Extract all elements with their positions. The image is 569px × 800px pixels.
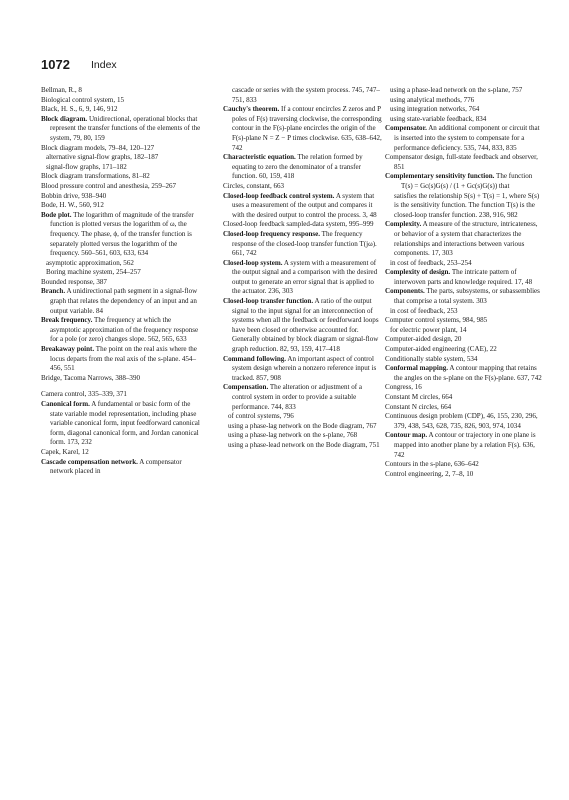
index-entry: Block diagram transformations, 81–82 [41,172,150,181]
index-subentry: alternative signal-flow graphs, 182–187 [46,153,159,162]
index-subentry: using a phase-lag network on the Bode diagram, 767 [228,421,377,430]
index-definition: The parts, subsystems, or subassemblies that comprise a total system. 303 [394,287,540,306]
index-entry: Computer control systems, 984, 985 [385,316,488,325]
index-term: Branch. [41,287,66,296]
index-entry: Capek, Karel, 12 [41,447,89,456]
entry-gap [41,383,201,390]
index-entry-defined [41,458,201,477]
index-term: Complexity of design. [385,268,451,277]
index-entry-defined [41,115,201,144]
index-subentry: Boring machine system, 254–257 [46,268,141,277]
index-subentry: in cost of feedback, 253 [390,306,458,315]
index-column-3 [385,86,545,479]
index-entry: Conditionally stable system, 534 [385,354,478,363]
index-term: Characteristic equation. [223,153,296,162]
index-entry: Biological control system, 15 [41,95,124,104]
running-head: Index [91,59,117,71]
index-term: Block diagram. [41,114,88,123]
formula: T(s) = Gc(s)G(s) / (1 + Gc(s)G(s)) that [401,181,510,190]
index-subentry: asymptotic approximation, 562 [46,258,134,267]
index-definition: The intricate pattern of interwoven parts and knowledge required. 17, 48 [394,268,533,286]
index-definition: The frequency response of the closed-loop transfer function T(jω). 661, 742 [232,229,377,258]
index-entry-defined [223,192,383,221]
index-entry: Compensator design, full-state feedback and observer, 851 [385,153,538,171]
index-term: Closed-loop transfer function. [223,297,314,306]
index-term: Complementary sensitivity function. [385,172,495,181]
index-entry-defined [41,345,201,374]
index-entry: Computer-aided design, 20 [385,335,462,344]
index-definition: An important aspect of control system design wherein a nonzero reference input is tracked. 857, 908 [232,354,377,382]
index-definition: The function [494,172,533,181]
index-entry-defined [223,355,383,384]
index-entry: Computer-aided engineering (CAE), 22 [385,345,497,354]
index-definition: The relation formed by equating to zero the denominator of a transfer function. 60, 159, 418 [232,153,363,181]
index-column-1 [41,86,201,477]
index-entry-defined [223,259,383,297]
index-subentry: using analytical methods, 776 [390,95,475,104]
index-subentry: using a phase-lead network on the Bode diagram, 751 [228,440,380,449]
index-definition: The logarithm of magnitude of the transfer function is plotted versus the logarithm of ω, the frequency. The phase, ϕ, of the transfer function is separately plotted versus the logarithm of the frequency. 560–561, 603, 633, 634 [50,210,194,258]
index-entry-defined [41,211,201,259]
index-entry-defined [41,287,201,316]
index-definition: A fundamental or basic form of the state variable model representation, including phase variable canonical form, input feedforward canonical form, diagonal canonical form, and Jordan canonical form. 173, 232 [50,400,200,447]
index-entry: Bellman, R., 8 [41,86,82,94]
index-definition: The point on the real axis where the locus departs from the real axis of the s-plane. 454–456, 551 [50,345,197,373]
index-entry-defined [223,105,383,153]
index-term: Bode plot. [41,210,72,219]
index-term: Complexity. [385,220,422,229]
index-subentry: using state-variable feedback, 834 [390,114,487,123]
index-entry: Bobbin drive, 938–940 [41,191,107,200]
index-entry-defined [41,400,201,448]
index-definition: Unidirectional, operational blocks that represent the transfer functions of the elements of the system, 79, 80, 159 [50,114,201,142]
index-entry-defined [41,316,201,345]
index-entry: Circles, constant, 663 [223,181,285,190]
index-definition: A system that uses a measurement of the output and compares it with the desired output to control the process. 3, 48 [232,191,377,219]
index-term: Command following. [223,354,287,363]
index-definition: The alteration or adjustment of a control system in order to provide a suitable performance. 744, 833 [232,383,363,411]
index-entry-defined [385,268,545,287]
index-entry: Continuous design problem (CDP), 46, 155, 230, 296, 379, 438, 543, 628, 735, 826, 903, 974, 1034 [385,412,538,430]
page-header [41,57,541,73]
index-entry: Black, H. S., 6, 9, 146, 912 [41,105,118,114]
index-definition: An additional component or circuit that is inserted into the system to compensate for a performance deficiency. 535, 744, 833, 835 [394,124,540,152]
index-entry: Bridge, Tacoma Narrows, 388–390 [41,373,140,382]
index-term: Closed-loop frequency response. [223,229,321,238]
index-entry-defined [223,383,383,412]
index-definition: A system with a measurement of the output signal and a comparison with the desired output to generate an error signal that is applied to the actuator. 236, 303 [232,258,378,296]
index-term: Closed-loop feedback control system. [223,191,335,200]
index-definition: A compensator network placed in [50,457,182,476]
index-entry: Bode, H. W., 560, 912 [41,201,104,210]
index-entry: Contours in the s-plane, 636–642 [385,460,479,469]
index-term: Cascade compensation network. [41,457,138,466]
index-subentry: using a phase-lead network on the s-plane, 757 [390,86,523,94]
index-definition: A measure of the structure, intricateness, or behavior of a system that characterizes the relationships and interactions between various components. 17, 303 [394,220,538,258]
index-subentry: in cost of feedback, 253–254 [390,258,472,267]
index-entry-defined [385,364,545,383]
index-entry: Camera control, 335–339, 371 [41,390,127,399]
index-definition: A ratio of the output signal to the input signal for an interconnection of systems when all the feedback or feedforward loops have been closed or otherwise accounted for. Generally obtained by block diagram or signal-flow graph reduction. 82, 93, 159, 417–418 [232,297,379,354]
index-subentry: using integration networks, 764 [390,105,480,114]
index-entry: Constant M circles, 664 [385,393,453,401]
index-entry: satisfies the relationship S(s) + T(s) = 1, where S(s) is the sensitivity function. The function T(s) is the closed-loop transfer function. 238, 916, 982 [394,191,540,219]
index-entry-defined [385,124,545,153]
index-entry-defined [223,153,383,182]
index-entry: Bounded response, 387 [41,277,107,286]
index-term: Components. [385,287,425,296]
index-entry-defined [385,220,545,258]
index-definition: The frequency at which the asymptotic approximation of the frequency response for a pole (or zero) changes slope. 562, 565, 633 [50,316,199,344]
index-entry: Congress, 16 [385,383,422,392]
index-subentry: for electric power plant, 14 [390,325,467,334]
index-subentry: of control systems, 796 [228,412,294,421]
index-definition: A contour or trajectory in one plane is mapped into another plane by a relation F(s). 636, 742 [394,431,536,459]
index-entry-defined [385,287,545,306]
index-entry-defined [223,297,383,355]
index-term: Break frequency. [41,316,93,325]
index-entry: Control engineering, 2, 7–8, 10 [385,469,474,478]
index-term: Breakaway point. [41,345,95,354]
index-subentry: signal-flow graphs, 171–182 [46,162,127,171]
index-term: Cauchy's theorem. [223,105,280,114]
index-term: Contour map. [385,431,428,440]
index-entry: cascade or series with the system process. 745, 747–751, 833 [232,86,380,104]
page-number: 1072 [41,57,70,72]
index-entry-defined [385,431,545,460]
index-term: Compensator. [385,124,427,133]
index-term: Closed-loop system. [223,258,283,267]
index-definition: A contour mapping that retains the angles on the s-plane on the F(s)-plane. 637, 742 [394,364,542,382]
index-column-2 [223,86,383,451]
index-term: Conformal mapping. [385,364,449,373]
index-definition: If a contour encircles Z zeros and P poles of F(s) traversing clockwise, the corresponding contour in the F(s)-plane encircles the origin of the F(s)-plane N = Z − P times clockwise. 635, 638–642, 742 [232,105,382,152]
index-entry: Constant N circles, 664 [385,402,452,411]
index-entry: Block diagram models, 79–84, 120–127 [41,143,155,152]
index-entry: Blood pressure control and anesthesia, 259–267 [41,181,177,190]
index-entry-defined [385,172,545,182]
index-subentry: using a phase-lag network on the s-plane, 768 [228,431,358,440]
index-definition: A unidirectional path segment in a signal-flow graph that relates the dependency of an input and an output variable. 84 [50,287,198,315]
index-entry-defined [223,230,383,259]
index-term: Canonical form. [41,400,90,408]
index-term: Compensation. [223,383,269,392]
index-entry: Closed-loop feedback sampled-data system, 995–999 [223,220,374,229]
